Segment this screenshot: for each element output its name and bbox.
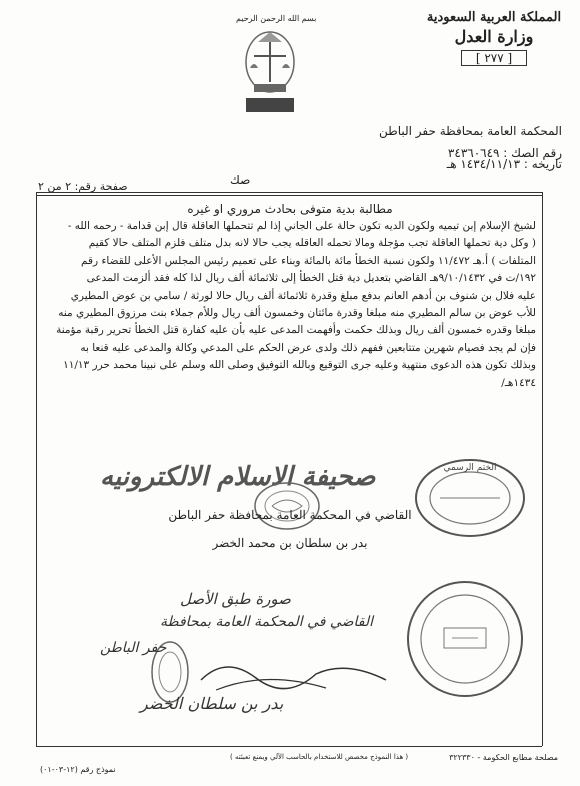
form-usage-note: ( هذا النموذج مخصص للاستخدام بالحاسب الآلي ويمنع تعبئته )	[230, 753, 409, 761]
handwritten-certification: حفر الباطن	[100, 640, 167, 656]
court-name: المحكمة العامة بمحافظة حفر الباطن	[379, 124, 562, 138]
body-line: لشيخ الإسلام إبن تيميه ولكون الديه تكون حالة على الجاني إذا لم تتحملها العاقلة قال إبن قدامة - رحمه الله -	[67, 220, 536, 232]
judge-name: بدر بن سلطان بن محمد الخضر	[212, 536, 368, 550]
letterhead	[424, 10, 564, 66]
subject-line: مطالبة بدية متوفى بحادث مروري او غيره	[187, 202, 393, 216]
sak-number: رقم الصك : ٣٤٣٦٠٦٤٩	[447, 146, 562, 160]
left-border	[36, 192, 37, 746]
signature-scribble-icon	[196, 650, 396, 700]
bottom-rule	[36, 746, 542, 747]
printer-note: مصلحة مطابع الحكومة - ٣٢٢٣٣٠	[449, 753, 558, 762]
ruling-text	[46, 218, 536, 392]
ministry-emblem-icon	[240, 24, 300, 120]
document-type-title: صك	[230, 173, 251, 187]
handwritten-certification: القاضي في المحكمة العامة بمحافظة	[160, 614, 373, 630]
page-number: صفحة رقم: ٢ من ٢	[38, 180, 128, 193]
body-line: ١٤٣٤هـ/	[501, 376, 536, 389]
body-line: ( وكل دية تحملها العاقلة تجب مؤجلة ومالا تحمله العاقله يجب حالا لانه بدل متلف فلزم المتلف حالا كقيم	[88, 237, 536, 250]
top-rule-double	[36, 195, 542, 196]
body-line: للأب عوض بن سالم المطيري منه مبلغا وقدرة مائتان وخمسون ألف ريال وللأم جملاء بنت مرزوق المطيري منه	[58, 307, 536, 320]
top-rule	[36, 192, 542, 193]
body-line: ١٩٢/ت في ٩/١٠/١٤٣٢هـ القاضي بتعديل دية قتل الخطأ إلى ثلاثمائة ألف ريال لذا كله فقد ألزمت المدعى	[86, 272, 536, 285]
body-line: فإن لم يجد فصيام شهرين متتابعين ففهم ذلك ولدى عرض الحكم على المدعي وكالة والمدعى عليه قنعا به	[80, 341, 536, 354]
basmala: بسم الله الرحمن الرحيم	[236, 14, 317, 23]
judge-seal-icon	[252, 480, 322, 532]
right-border	[542, 192, 543, 746]
body-line: المتلفات ) أ.هـ ١١/٤٧٢ ولكون نسبة الخطأ مائة بالمائة وبناء على تعميم رئيس المجلس الأعلى للقضاء رقم	[81, 254, 536, 267]
handwritten-signature: بدر بن سلطان الخضر	[140, 694, 284, 713]
stamp-label: الختم الرسمي	[443, 463, 497, 473]
ministry-stamp-icon	[404, 578, 526, 700]
official-stamp-icon	[412, 456, 528, 540]
kingdom-name: المملكة العربية السعودية	[426, 10, 562, 25]
document-number: [ ٢٧٧ ]	[461, 50, 527, 66]
judge-title: القاضي في المحكمة العامة بمحافظة حفر الباطن	[168, 508, 412, 522]
body-line: وبذلك تكون هذه الدعوى منتهية وعليه جرى التوقيع وبالله التوفيق وصلى الله وسلم على نبينا محمد حرر ١١/١٣	[63, 359, 536, 372]
watermark-overlay: صحيفة الاسلام الالكترونيه	[100, 462, 376, 492]
document-date: تاريخه : ١٤٣٤/١١/١٣ هـ	[446, 157, 562, 171]
body-line: مبلغا وقدره خمسون ألف ريال وبذلك حكمت وأفهمت المدعى عليه بأن عليه كفارة قتل الخطأ تحرير رقبة مؤمنة	[56, 324, 536, 337]
form-number: نموذج رقم (١٢-٠٣-٠١)	[40, 765, 116, 774]
handwritten-certification: صورة طبق الأصل	[180, 590, 291, 608]
body-line: عليه فلال بن شنوف بن أدهم العانم بدفع مبلغ وقدرة ثلاثمائة ألف ريال حالا لورثة / سامي بن عوض المطيري	[70, 289, 536, 302]
ministry-name: وزارة العدل	[454, 27, 534, 46]
